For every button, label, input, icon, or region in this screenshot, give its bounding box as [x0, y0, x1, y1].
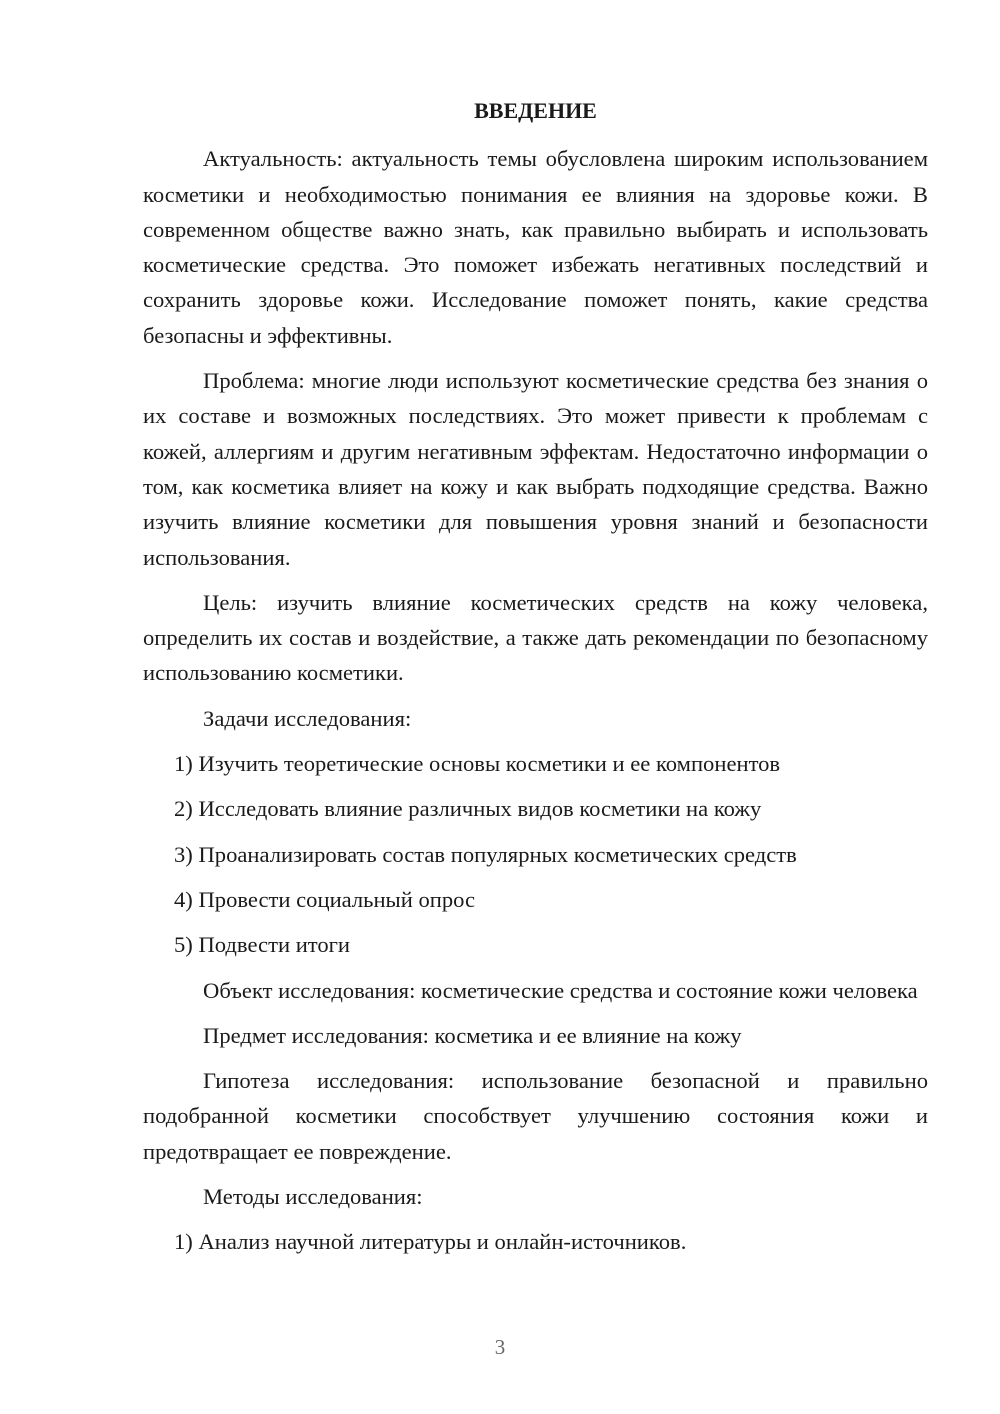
- tasks-heading: Задачи исследования:: [203, 705, 412, 731]
- page-title: ВВЕДЕНИЕ: [474, 98, 597, 123]
- task-item-1: 1) Изучить теоретические основы косметики и ее компонентов: [174, 751, 781, 777]
- goal-paragraph: Цель: изучить влияние косметических средств на кожу человека, определить их состав и воздействие, а также дать рекомендации по безопасному использованию косметики.: [143, 589, 928, 686]
- task-item-2: 2) Исследовать влияние различных видов косметики на кожу: [174, 796, 762, 822]
- task-item-3: 3) Проанализировать состав популярных косметических средств: [174, 841, 797, 867]
- subject-paragraph: Предмет исследования: косметика и ее влияние на кожу: [203, 1022, 742, 1048]
- hypothesis-paragraph: Гипотеза исследования: использование безопасной и правильно подобранной косметики способствует улучшению состояния кожи и предотвращает ее повреждение.: [143, 1068, 928, 1164]
- task-item-4: 4) Провести социальный опрос: [174, 886, 476, 912]
- problem-paragraph: Проблема: многие люди используют косметические средства без знания о их составе и возможных последствиях. Это может привести к проблемам с кожей, аллергиям и другим негативным эффектам. Недостаточно информации о том, как косметика влияет на кожу и как выбрать подходящие средства. Важно изучить влияние косметики для повышения уровня знаний и безопасности использования.: [143, 368, 928, 570]
- page-content: [143, 93, 928, 1270]
- task-item-5: 5) Подвести итоги: [174, 932, 351, 958]
- method-item-1: 1) Анализ научной литературы и онлайн-источников.: [174, 1229, 687, 1255]
- methods-heading: Методы исследования:: [203, 1184, 423, 1210]
- object-paragraph: Объект исследования: косметические средства и состояние кожи человека: [203, 977, 918, 1003]
- relevance-paragraph: Актуальность: актуальность темы обусловлена широким использованием косметики и необходимостью понимания ее влияния на здоровье кожи. В современном обществе важно знать, как правильно выбирать и использовать косметические средства. Это поможет избежать негативных последствий и сохранить здоровье кожи. Исследование поможет понять, какие средства безопасны и эффективны.: [143, 146, 928, 348]
- page-number: 3: [494, 1335, 506, 1359]
